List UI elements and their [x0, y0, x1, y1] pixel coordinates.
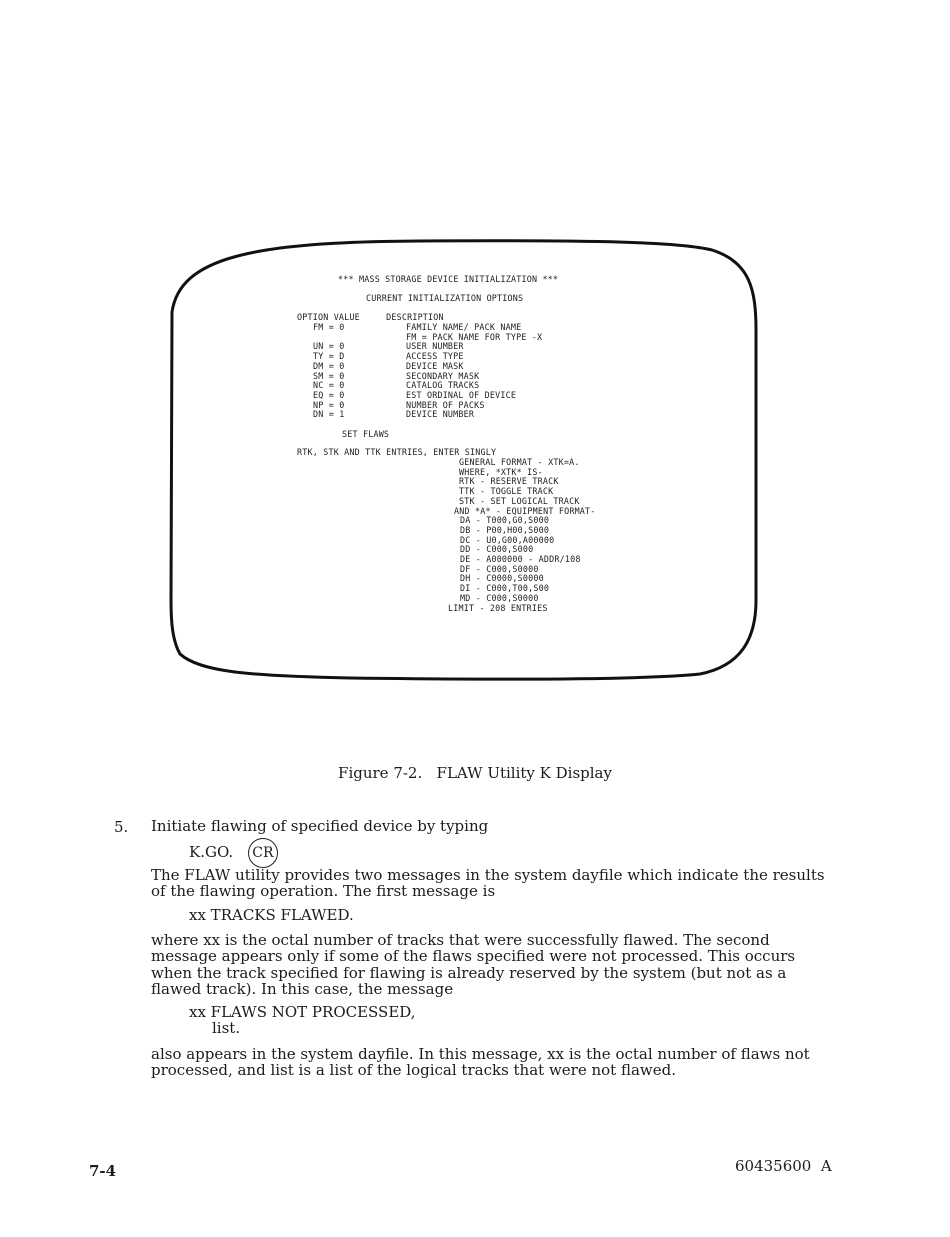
- option-value: NP = 0: [313, 399, 345, 410]
- format-line: GENERAL FORMAT - XTK=A.: [459, 457, 580, 467]
- option-value: DM = 0: [313, 360, 345, 371]
- step-intro: Initiate flawing of specified device by typing: [151, 817, 489, 835]
- format-line: AND *A* - EQUIPMENT FORMAT-: [454, 505, 596, 516]
- page-number: 7-4: [89, 1162, 117, 1180]
- format-line: STK - SET LOGICAL TRACK: [459, 495, 580, 506]
- option-description: FM = PACK NAME FOR TYPE -X: [406, 331, 543, 342]
- step-number: 5.: [114, 818, 129, 836]
- option-description: NUMBER OF PACKS: [406, 399, 485, 410]
- option-description: SECONDARY MASK: [406, 370, 480, 381]
- display-subtitle: CURRENT INITIALIZATION OPTIONS: [366, 293, 524, 303]
- command-line: [189, 838, 278, 868]
- option-value: UN = 0: [313, 341, 345, 352]
- document-id: 60435600 A: [735, 1157, 832, 1175]
- format-line: LIMIT - 208 ENTRIES: [448, 602, 548, 613]
- option-description: FAMILY NAME/ PACK NAME: [406, 322, 522, 332]
- format-line: DB - P00,H00,S000: [460, 524, 550, 535]
- format-line: DH - C0000,S0000: [460, 573, 544, 584]
- format-line: DD - C000,S000: [460, 544, 534, 555]
- option-description: USER NUMBER: [406, 341, 464, 352]
- option-value: NC = 0: [313, 380, 345, 391]
- carriage-return-key-icon: CR: [248, 838, 278, 868]
- display-column-headers: OPTION VALUE DESCRIPTION: [297, 312, 444, 322]
- format-line: TTK - TOGGLE TRACK: [459, 486, 554, 497]
- message-1: xx TRACKS FLAWED.: [189, 906, 354, 924]
- format-line: DF - C000,S0000: [460, 563, 539, 574]
- message-2-line-1: xx FLAWS NOT PROCESSED,: [189, 1003, 416, 1021]
- option-value: EQ = 0: [313, 389, 345, 400]
- format-line: DI - C000,T00,S00: [460, 583, 550, 594]
- option-value: SM = 0: [313, 370, 345, 381]
- paragraph-2: where xx is the octal number of tracks that were successfully flawed. The second message appears only if some of the flaws specified were not processed. This occurs when the track specified for flawing is already reserved by the system (but not as a flawed track). In this case, the message: [151, 931, 796, 998]
- format-line: DE - A000000 - ADDR/108: [460, 554, 581, 564]
- command-text: K.GO.: [189, 843, 234, 861]
- option-description: DEVICE NUMBER: [406, 409, 475, 420]
- option-value: TY = D: [313, 351, 345, 362]
- entries-instruction: RTK, STK AND TTK ENTRIES, ENTER SINGLY: [297, 447, 497, 457]
- paragraph-3: also appears in the system dayfile. In this message, xx is the octal number of flaws not processed, and list is a list of the logical tracks that were not flawed.: [151, 1045, 810, 1080]
- option-value: DN = 1: [313, 409, 345, 420]
- option-description: CATALOG TRACKS: [406, 380, 480, 391]
- format-line: DC - U0,G00,A00000: [460, 534, 555, 545]
- figure-caption: Figure 7-2. FLAW Utility K Display: [338, 764, 612, 782]
- option-description: DEVICE MASK: [406, 360, 464, 371]
- format-line: MD - C000,S0000: [460, 592, 539, 603]
- set-flaws-label: SET FLAWS: [342, 429, 390, 439]
- message-2-line-2: list.: [212, 1019, 241, 1037]
- format-line: WHERE, *XTK* IS-: [459, 466, 543, 477]
- option-value: FM = 0: [313, 322, 345, 332]
- format-line: DA - T000,G0,S000: [460, 515, 550, 526]
- format-line: RTK - RESERVE TRACK: [459, 476, 559, 487]
- paragraph-1: The FLAW utility provides two messages in the system dayfile which indicate the results of the flawing operation. The first message is: [151, 866, 825, 901]
- option-description: ACCESS TYPE: [406, 351, 464, 362]
- display-title: *** MASS STORAGE DEVICE INITIALIZATION ***: [338, 274, 559, 284]
- option-description: EST ORDINAL OF DEVICE: [406, 389, 517, 400]
